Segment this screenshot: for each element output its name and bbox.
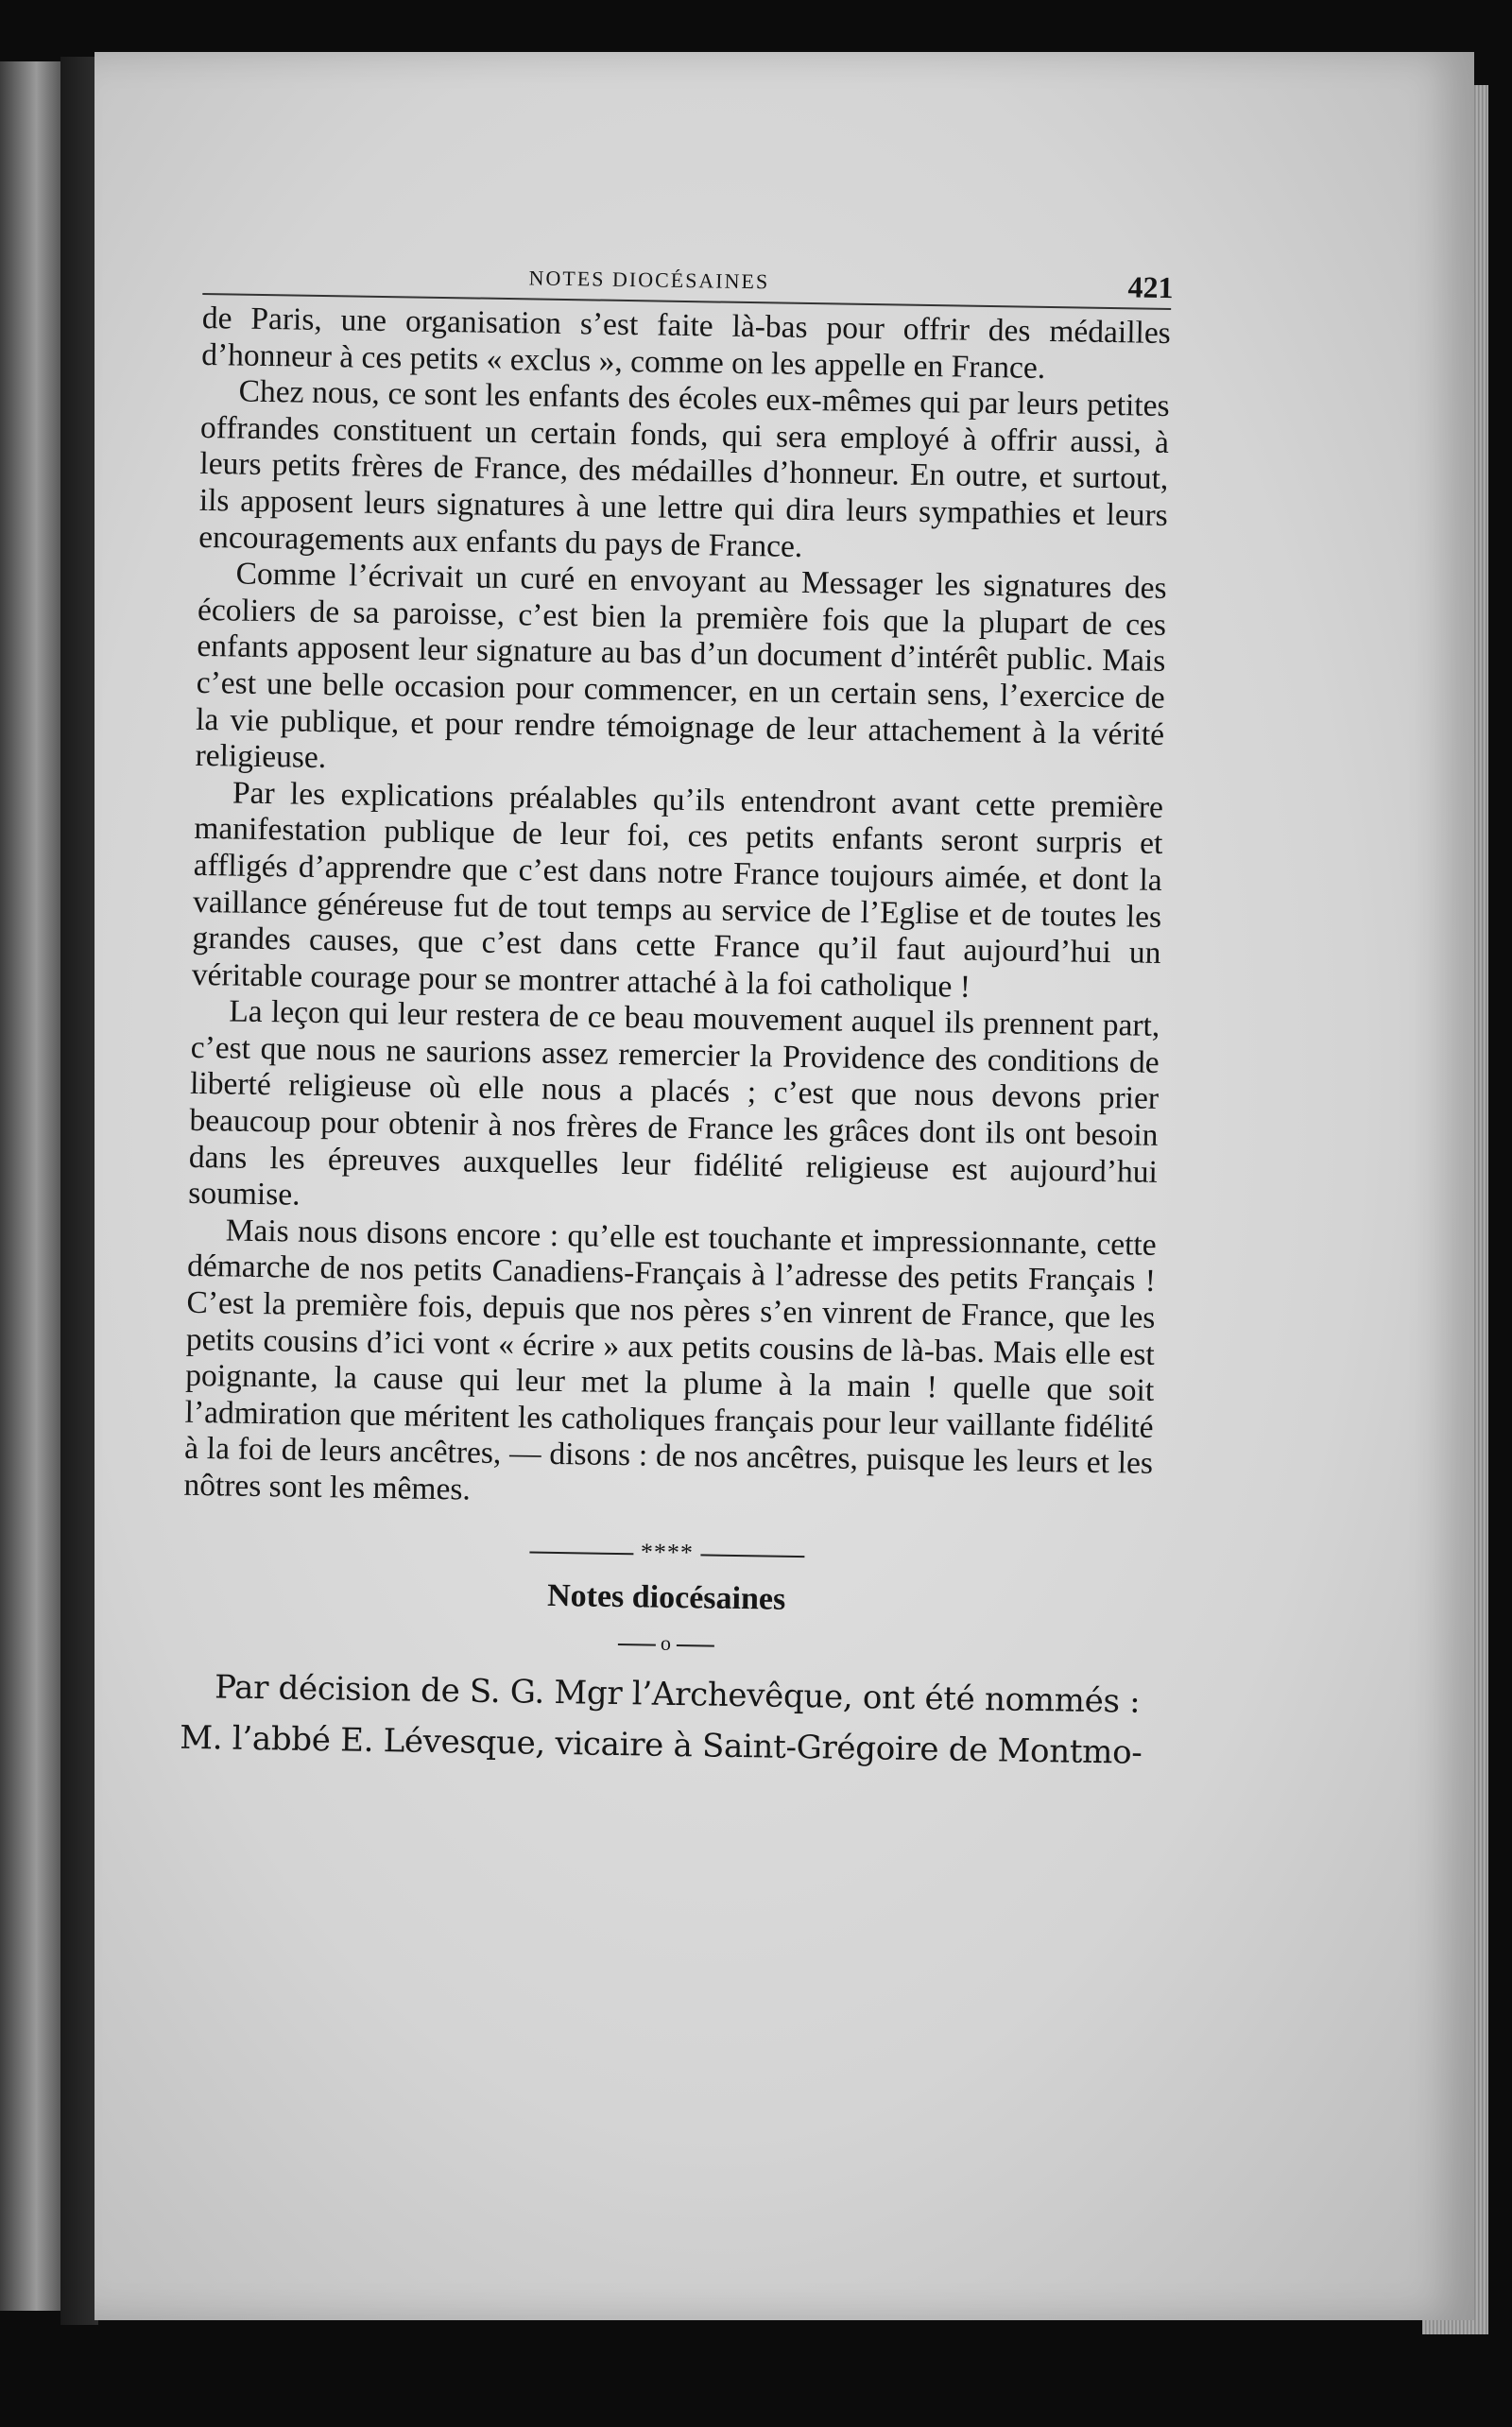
paragraph: La leçon qui leur restera de ce beau mouvement auquel ils prennent part, c’est que nous ne saurions assez remercier la Providence des conditions de liberté religieuse où elle nous a placés ; c’est que nous devons prier beaucoup pour obtenir à nos frères de France les grâces dont ils ont besoin dans les épreuves auxquelles leur fidélité religieuse est aujourd’hui soumise. [188, 993, 1160, 1213]
page-content [180, 248, 1172, 1778]
separator-stars: **** [640, 1537, 695, 1566]
page-number: 421 [1127, 269, 1174, 305]
section-body [180, 1661, 1150, 1778]
book-gutter [60, 57, 98, 2325]
paragraph: Par les explications préalables qu’ils entendront avant cette première manifestation publique de leur foi, ces petits enfants seront surpris et affligés d’apprendre que c’est dans notre France toujours aimée, et dont la vaillance généreuse fut de tout temps au service de l’Eglise et de toutes les grandes causes, que c’est dans cette France qu’il faut aujourd’hui un véritable courage pour se montrer attaché à la foi catholique ! [191, 775, 1164, 1005]
paragraph: de Paris, une organisation s’est faite là-bas pour offrir des médailles d’honneur à ces petits « exclus », comme on les appelle en France. [200, 300, 1172, 386]
separator-rule-right [700, 1554, 804, 1558]
left-page-edge [0, 61, 60, 2311]
paragraph: Chez nous, ce sont les enfants des écoles eux-mêmes qui par leurs petites offrandes constituent un certain fonds, qui sera employé à offrir aussi, à leurs petits frères de France, des médailles d’honneur. En outre, et surtout, ils apposent leurs signatures à une lettre qui dira leurs sympathies et leurs encouragements aux enfants du pays de France. [198, 373, 1170, 564]
section-separator [182, 1530, 1151, 1574]
small-separator-rule-right [676, 1644, 713, 1647]
small-separator-mark: o [660, 1630, 672, 1655]
paragraph: Mais nous disons encore : qu’elle est touchante et impressionnante, cette démarche de nos petits Canadiens-Français à l’adresse des petits Français ! C’est la première fois, depuis que nos pères s’en vinrent de France, que les petits cousins d’ici vont « écrire » aux petits cousins de là-bas. Mais elle est poignante, la cause qui leur met la plume à la main ! quelle que soit l’admiration que méritent les catholiques français pour leur vaillante fidélité à la foi de leurs ancêtres, — disons : de nos ancêtres, puisque les leurs et les nôtres sont les mêmes. [183, 1213, 1157, 1507]
section-heading: Notes diocésaines [546, 1577, 786, 1617]
paragraph: Comme l’écrivait un curé en envoyant au Messager les signatures des écoliers de sa paroisse, c’est bien la première fois que la plupart de ces enfants apposent leur signature au bas d’un document d’intérêt public. Mais c’est une belle occasion pour commencer, en un certain sens, l’exercice de la vie publique, et pour rendre témoignage de leur attachement à la vérité religieuse. [195, 556, 1167, 776]
running-header-title: NOTES DIOCÉSAINES [528, 266, 770, 294]
separator-rule-left [529, 1551, 633, 1555]
paragraph: M. l’abbé E. Lévesque, vicaire à Saint-Grégoire de Montmo- [179, 1718, 1143, 1772]
small-separator [181, 1623, 1150, 1662]
small-separator-rule-left [617, 1644, 655, 1646]
paragraph: Par décision de S. G. Mgr l’Archevêque, ont été nommés : [214, 1667, 1141, 1721]
article-body [183, 301, 1171, 1520]
